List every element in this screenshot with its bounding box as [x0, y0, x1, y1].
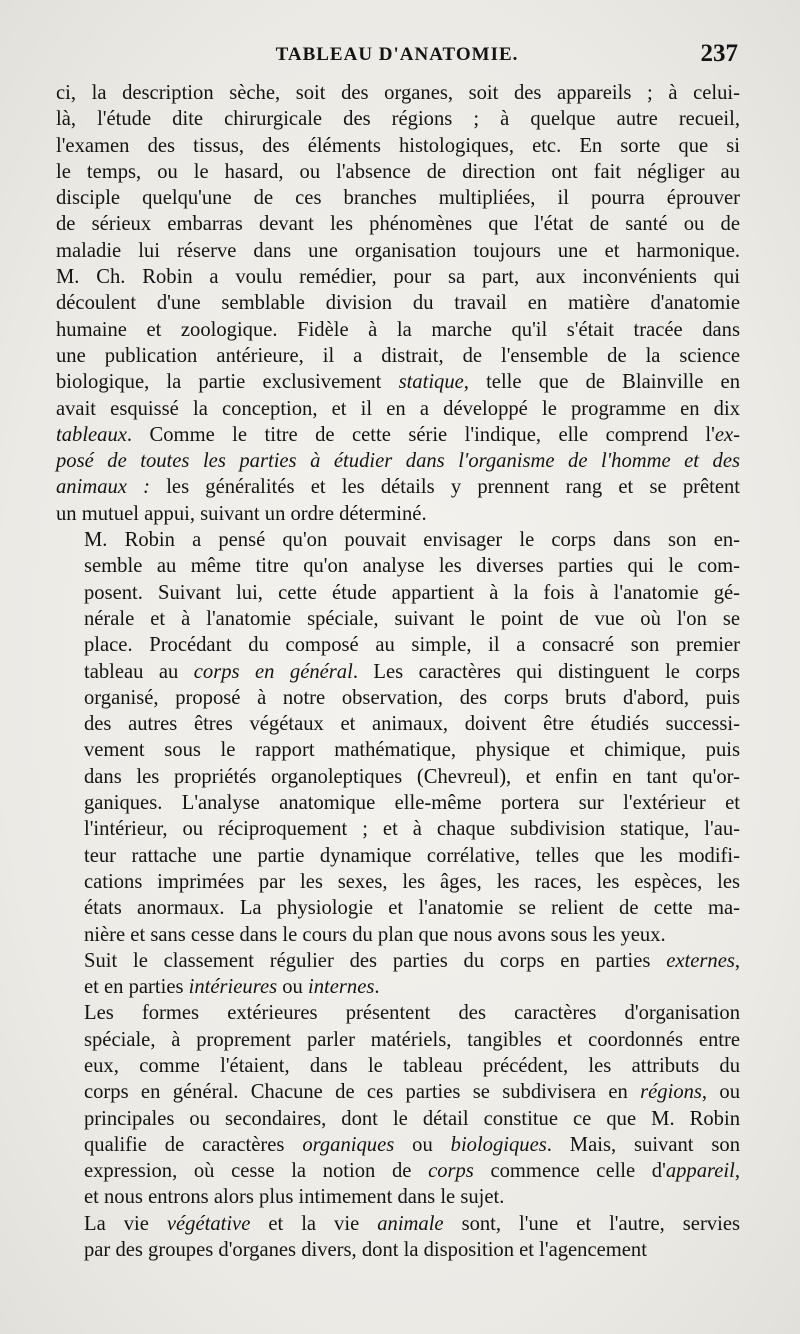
text-line: cations imprimées par les sexes, les âges, les races, les espèces, les: [84, 870, 740, 893]
text-line: qualifie de caractères organiques ou biologiques. Mais, suivant son: [84, 1133, 741, 1156]
text-line: l'intérieur, ou réciproquement ; et à chaque subdivision statique, l'au-: [84, 818, 740, 841]
text-line: Les formes extérieures présentent des caractères d'organisation: [84, 1002, 740, 1025]
text-line: teur rattache une partie dynamique corrélative, telles que les modifi-: [84, 844, 740, 867]
paragraph: [56, 527, 740, 948]
text-line: place. Procédant du composé au simple, il a consacré son premier: [84, 634, 740, 657]
text-line: Suit le classement régulier des parties du corps en parties externes,: [84, 949, 740, 972]
text-line: spéciale, à proprement parler matériels, tangibles et coordonnés entre: [84, 1028, 740, 1051]
text-line: corps en général. Chacune de ces parties se subdivisera en régions, ou: [84, 1081, 740, 1104]
text-line: et en parties intérieures ou internes.: [84, 976, 380, 999]
paragraph: [56, 1211, 740, 1264]
text-line: posent. Suivant lui, cette étude appartient à la fois à l'anatomie gé-: [84, 581, 740, 604]
text-line: un mutuel appui, suivant un ordre déterminé.: [56, 502, 427, 525]
text-line: expression, où cesse la notion de corps commence celle d'appareil,: [84, 1160, 741, 1183]
text-line: l'examen des tissus, des éléments histologiques, etc. En sorte que si: [56, 134, 740, 157]
running-title: TABLEAU D'ANATOMIE.: [275, 44, 519, 65]
text-line: avait esquissé la conception, et il en a développé le programme en dix: [56, 397, 740, 420]
text-line: biologique, la partie exclusivement statique, telle que de Blainville en: [56, 371, 740, 394]
text-line: nérale et à l'anatomie spéciale, suivant le point de vue où l'on se: [84, 607, 740, 630]
text-line: M. Robin a pensé qu'on pouvait envisager le corps dans son en-: [84, 529, 740, 552]
paragraph: [56, 1000, 740, 1210]
text-line: découlent d'une semblable division du travail en matière d'anatomie: [56, 292, 740, 315]
text-line: et nous entrons alors plus intimement dans le sujet.: [84, 1186, 505, 1209]
text-line: le temps, ou le hasard, ou l'absence de direction ont fait négliger au: [56, 160, 740, 183]
text-line: eux, comme l'étaient, dans le tableau précédent, les attributs du: [84, 1054, 740, 1077]
running-head: [56, 40, 738, 72]
text-line: vement sous le rapport mathématique, physique et chimique, puis: [84, 739, 740, 762]
text-line: dans les propriétés organoleptiques (Chevreul), et enfin en tant qu'or-: [84, 765, 740, 788]
body-text: [56, 80, 740, 1263]
text-line: semble au même titre qu'on analyse les diverses parties qui le com-: [84, 555, 740, 578]
text-line: organisé, proposé à notre observation, des corps bruts d'abord, puis: [84, 686, 740, 709]
text-line: M. Ch. Robin a voulu remédier, pour sa part, aux inconvénients qui: [56, 266, 740, 289]
text-line: animaux : les généralités et les détails y prennent rang et se prêtent: [56, 476, 740, 499]
text-line: nière et sans cesse dans le cours du plan que nous avons sous les yeux.: [84, 923, 666, 946]
text-line: là, l'étude dite chirurgicale des régions ; à quelque autre recueil,: [56, 108, 740, 131]
text-line: maladie lui réserve dans une organisation toujours une et harmonique.: [56, 239, 740, 262]
text-line: disciple quelqu'une de ces branches multipliées, il pourra éprouver: [56, 187, 740, 210]
text-line: de sérieux embarras devant les phénomènes que l'état de santé ou de: [56, 213, 740, 236]
text-line: tableau au corps en général. Les caractères qui distinguent le corps: [84, 660, 740, 683]
text-line: par des groupes d'organes divers, dont la disposition et l'agencement: [84, 1239, 647, 1262]
text-line: La vie végétative et la vie animale sont, l'une et l'autre, servies: [84, 1212, 740, 1235]
text-line: humaine et zoologique. Fidèle à la marche qu'il s'était tracée dans: [56, 318, 740, 341]
page-number: 237: [700, 40, 738, 67]
text-line: posé de toutes les parties à étudier dans l'organisme de l'homme et des: [56, 450, 740, 473]
text-line: ganiques. L'analyse anatomique elle-même portera sur l'extérieur et: [84, 792, 740, 815]
text-line: états anormaux. La physiologie et l'anatomie se relient de cette ma-: [84, 897, 740, 920]
paragraph: [56, 948, 740, 1001]
text-line: principales ou secondaires, dont le détail constitue ce que M. Robin: [84, 1107, 740, 1130]
text-line: tableaux. Comme le titre de cette série l'indique, elle comprend l'ex-: [56, 423, 740, 446]
text-line: des autres êtres végétaux et animaux, doivent être étudiés successi-: [84, 713, 740, 736]
text-line: ci, la description sèche, soit des organes, soit des appareils ; à celui-: [56, 82, 740, 104]
text-line: une publication antérieure, il a distrait, de l'ensemble de la science: [56, 344, 740, 367]
paragraph: [56, 80, 740, 527]
